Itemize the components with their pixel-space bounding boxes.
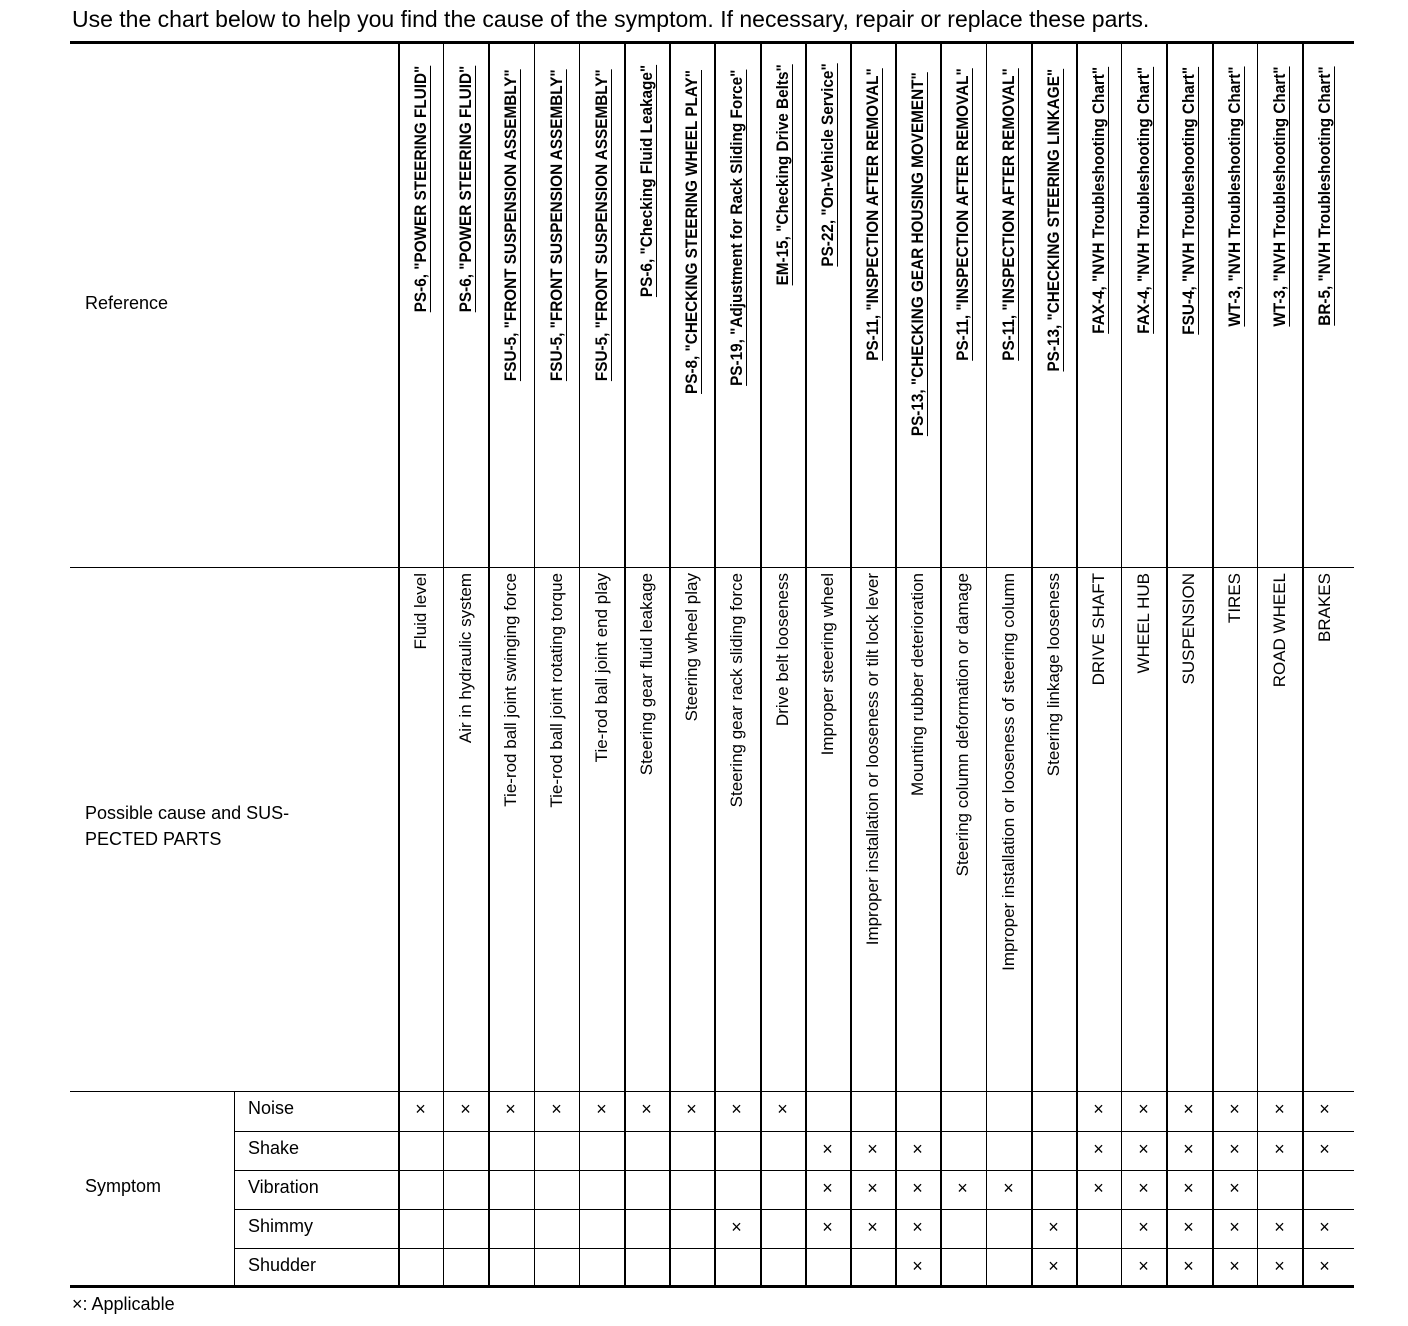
header-divider bbox=[70, 567, 1354, 568]
reference-cell bbox=[1166, 52, 1211, 489]
symptom-label: Symptom bbox=[85, 1176, 162, 1196]
part-label: Tie-rod ball joint swinging force bbox=[500, 573, 520, 807]
reference-cell bbox=[1212, 52, 1257, 489]
reference-link[interactable]: WT-3, "NVH Troubleshooting Chart" bbox=[1224, 66, 1244, 327]
row-divider bbox=[234, 1209, 1354, 1210]
part-cell bbox=[579, 573, 624, 1075]
part-cell bbox=[760, 573, 805, 1075]
applicable-mark: × bbox=[1319, 1139, 1330, 1159]
reference-link[interactable]: PS-6, "Checking Fluid Leakage" bbox=[636, 64, 656, 298]
part-cell bbox=[443, 573, 488, 1075]
reference-link[interactable]: FAX-4, "NVH Troubleshooting Chart" bbox=[1088, 66, 1108, 334]
reference-link[interactable]: PS-19, "Adjustment for Rack Sliding Force" bbox=[726, 69, 746, 386]
part-label: Improper installation or looseness of steering column bbox=[998, 573, 1018, 971]
applicable-mark: × bbox=[1229, 1139, 1240, 1159]
applicable-mark: × bbox=[912, 1139, 923, 1159]
reference-link[interactable]: FSU-4, "NVH Troubleshooting Chart" bbox=[1178, 66, 1198, 335]
possible-cause-label-line1: Possible cause and SUS- bbox=[85, 803, 290, 823]
applicable-mark: × bbox=[1138, 1139, 1149, 1159]
reference-cell bbox=[760, 52, 805, 489]
part-cell bbox=[805, 573, 850, 1075]
reference-link[interactable]: BR-5, "NVH Troubleshooting Chart" bbox=[1314, 66, 1334, 326]
part-cell bbox=[398, 573, 443, 1075]
table-bottom-rule bbox=[70, 1285, 1354, 1288]
row-divider bbox=[234, 1248, 1354, 1249]
reference-cell bbox=[1257, 52, 1302, 489]
part-cell bbox=[895, 573, 940, 1075]
reference-link[interactable]: PS-11, "INSPECTION AFTER REMOVAL" bbox=[862, 68, 882, 361]
part-label: SUSPENSION bbox=[1178, 573, 1198, 685]
applicable-mark: × bbox=[1274, 1217, 1285, 1237]
reference-link[interactable]: PS-8, "CHECKING STEERING WHEEL PLAY" bbox=[681, 69, 701, 394]
reference-link[interactable]: WT-3, "NVH Troubleshooting Chart" bbox=[1269, 66, 1289, 327]
part-cell bbox=[1257, 573, 1302, 1075]
part-label: Steering linkage looseness bbox=[1043, 573, 1063, 777]
part-cell bbox=[669, 573, 714, 1075]
symptom-name-divider bbox=[234, 1091, 235, 1286]
part-cell bbox=[986, 573, 1031, 1075]
applicable-mark: × bbox=[1183, 1256, 1194, 1276]
part-cell bbox=[1076, 573, 1121, 1075]
applicable-mark: × bbox=[912, 1217, 923, 1237]
reference-cell bbox=[534, 52, 579, 489]
applicable-mark: × bbox=[460, 1099, 471, 1119]
reference-cell bbox=[488, 52, 533, 489]
part-label: Steering gear fluid leakage bbox=[636, 573, 656, 776]
applicable-mark: × bbox=[1319, 1256, 1330, 1276]
applicable-mark: × bbox=[867, 1178, 878, 1198]
reference-cell bbox=[895, 52, 940, 489]
reference-cell bbox=[1302, 52, 1347, 489]
reference-label: Reference bbox=[85, 293, 169, 313]
applicable-mark: × bbox=[777, 1099, 788, 1119]
applicable-mark: × bbox=[912, 1256, 923, 1276]
applicable-mark: × bbox=[822, 1217, 833, 1237]
reference-link[interactable]: FAX-4, "NVH Troubleshooting Chart" bbox=[1133, 66, 1153, 334]
reference-cell bbox=[940, 52, 985, 489]
applicable-mark: × bbox=[867, 1139, 878, 1159]
applicable-mark: × bbox=[596, 1099, 607, 1119]
part-label: BRAKES bbox=[1314, 573, 1334, 642]
part-cell bbox=[534, 573, 579, 1075]
applicable-mark: × bbox=[1003, 1178, 1014, 1198]
part-cell bbox=[1212, 573, 1257, 1075]
applicable-mark: × bbox=[1138, 1099, 1149, 1119]
symptom-name: Vibration bbox=[248, 1177, 319, 1197]
applicable-mark: × bbox=[1183, 1178, 1194, 1198]
reference-cell bbox=[624, 52, 669, 489]
reference-link[interactable]: FSU-5, "FRONT SUSPENSION ASSEMBLY" bbox=[500, 69, 520, 382]
part-cell bbox=[1121, 573, 1166, 1075]
part-label: Improper steering wheel bbox=[817, 573, 837, 756]
applicable-mark: × bbox=[1274, 1256, 1285, 1276]
applicable-mark: × bbox=[686, 1099, 697, 1119]
symptom-name: Noise bbox=[248, 1098, 295, 1118]
applicable-mark: × bbox=[1229, 1217, 1240, 1237]
symptom-name: Shudder bbox=[248, 1255, 317, 1275]
reference-cell bbox=[1121, 52, 1166, 489]
reference-link[interactable]: PS-11, "INSPECTION AFTER REMOVAL" bbox=[952, 68, 972, 361]
part-cell bbox=[1031, 573, 1076, 1075]
applicable-mark: × bbox=[505, 1099, 516, 1119]
part-label: Fluid level bbox=[410, 573, 430, 650]
symptom-name: Shimmy bbox=[248, 1216, 314, 1236]
row-divider bbox=[234, 1170, 1354, 1171]
applicable-mark: × bbox=[957, 1178, 968, 1198]
reference-link[interactable]: PS-6, "POWER STEERING FLUID" bbox=[455, 65, 475, 313]
reference-link[interactable]: PS-11, "INSPECTION AFTER REMOVAL" bbox=[998, 68, 1018, 361]
part-cell bbox=[1166, 573, 1211, 1075]
applicable-mark: × bbox=[1183, 1217, 1194, 1237]
legend: ×: Applicable bbox=[72, 1294, 175, 1314]
reference-link[interactable]: PS-22, "On-Vehicle Service" bbox=[817, 63, 837, 267]
symptom-name: Shake bbox=[248, 1138, 300, 1158]
possible-cause-label bbox=[85, 800, 289, 852]
applicable-mark: × bbox=[1093, 1178, 1104, 1198]
reference-link[interactable]: FSU-5, "FRONT SUSPENSION ASSEMBLY" bbox=[591, 69, 611, 382]
applicable-mark: × bbox=[1183, 1099, 1194, 1119]
part-label: ROAD WHEEL bbox=[1269, 573, 1289, 688]
reference-link[interactable]: FSU-5, "FRONT SUSPENSION ASSEMBLY" bbox=[546, 69, 566, 382]
row-divider bbox=[234, 1131, 1354, 1132]
possible-cause-label-line2: PECTED PARTS bbox=[85, 829, 222, 849]
part-label: Steering column deformation or damage bbox=[952, 573, 972, 877]
applicable-mark: × bbox=[867, 1217, 878, 1237]
symptom-top-divider bbox=[70, 1091, 1354, 1092]
part-cell bbox=[850, 573, 895, 1075]
applicable-mark: × bbox=[1274, 1139, 1285, 1159]
applicable-mark: × bbox=[912, 1178, 923, 1198]
applicable-mark: × bbox=[1319, 1099, 1330, 1119]
part-label: Air in hydraulic system bbox=[455, 573, 475, 744]
part-label: Mounting rubber deterioration bbox=[907, 573, 927, 797]
part-label: Steering wheel play bbox=[681, 573, 701, 722]
applicable-mark: × bbox=[731, 1217, 742, 1237]
reference-cell bbox=[986, 52, 1031, 489]
reference-cell bbox=[805, 52, 850, 489]
reference-cell bbox=[714, 52, 759, 489]
reference-link[interactable]: EM-15, "Checking Drive Belts" bbox=[772, 64, 792, 286]
part-label: Tie-rod ball joint end play bbox=[591, 573, 611, 763]
part-label: Tie-rod ball joint rotating torque bbox=[546, 573, 566, 808]
applicable-mark: × bbox=[731, 1099, 742, 1119]
reference-cell bbox=[1076, 52, 1121, 489]
table-top-rule bbox=[70, 41, 1354, 44]
reference-link[interactable]: PS-13, "CHECKING GEAR HOUSING MOVEMENT" bbox=[907, 72, 927, 437]
applicable-mark: × bbox=[1093, 1139, 1104, 1159]
applicable-mark: × bbox=[822, 1178, 833, 1198]
applicable-mark: × bbox=[1229, 1178, 1240, 1198]
applicable-mark: × bbox=[1138, 1178, 1149, 1198]
applicable-mark: × bbox=[1274, 1099, 1285, 1119]
applicable-mark: × bbox=[1229, 1256, 1240, 1276]
part-label: DRIVE SHAFT bbox=[1088, 573, 1108, 686]
applicable-mark: × bbox=[1048, 1256, 1059, 1276]
applicable-mark: × bbox=[1229, 1099, 1240, 1119]
reference-link[interactable]: PS-6, "POWER STEERING FLUID" bbox=[410, 65, 430, 313]
part-cell bbox=[1302, 573, 1347, 1075]
applicable-mark: × bbox=[1319, 1217, 1330, 1237]
applicable-mark: × bbox=[641, 1099, 652, 1119]
applicable-mark: × bbox=[1138, 1256, 1149, 1276]
reference-link[interactable]: PS-13, "CHECKING STEERING LINKAGE" bbox=[1043, 68, 1063, 372]
part-cell bbox=[488, 573, 533, 1075]
intro-text: Use the chart below to help you find the cause of the symptom. If necessary, repair or replace these parts. bbox=[72, 6, 1150, 32]
applicable-mark: × bbox=[1138, 1217, 1149, 1237]
part-label: Drive belt looseness bbox=[772, 573, 792, 727]
reference-cell bbox=[443, 52, 488, 489]
reference-cell bbox=[1031, 52, 1076, 489]
applicable-mark: × bbox=[551, 1099, 562, 1119]
applicable-mark: × bbox=[1093, 1099, 1104, 1119]
part-label: Improper installation or looseness or tilt lock lever bbox=[862, 573, 882, 946]
part-label: Steering gear rack sliding force bbox=[726, 573, 746, 808]
applicable-mark: × bbox=[1048, 1217, 1059, 1237]
part-label: TIRES bbox=[1224, 573, 1244, 624]
part-cell bbox=[714, 573, 759, 1075]
part-cell bbox=[624, 573, 669, 1075]
applicable-mark: × bbox=[415, 1099, 426, 1119]
applicable-mark: × bbox=[822, 1139, 833, 1159]
applicable-mark: × bbox=[1183, 1139, 1194, 1159]
reference-cell bbox=[669, 52, 714, 489]
part-cell bbox=[940, 573, 985, 1075]
reference-cell bbox=[579, 52, 624, 489]
reference-cell bbox=[850, 52, 895, 489]
reference-cell bbox=[398, 52, 443, 489]
part-label: WHEEL HUB bbox=[1133, 573, 1153, 674]
